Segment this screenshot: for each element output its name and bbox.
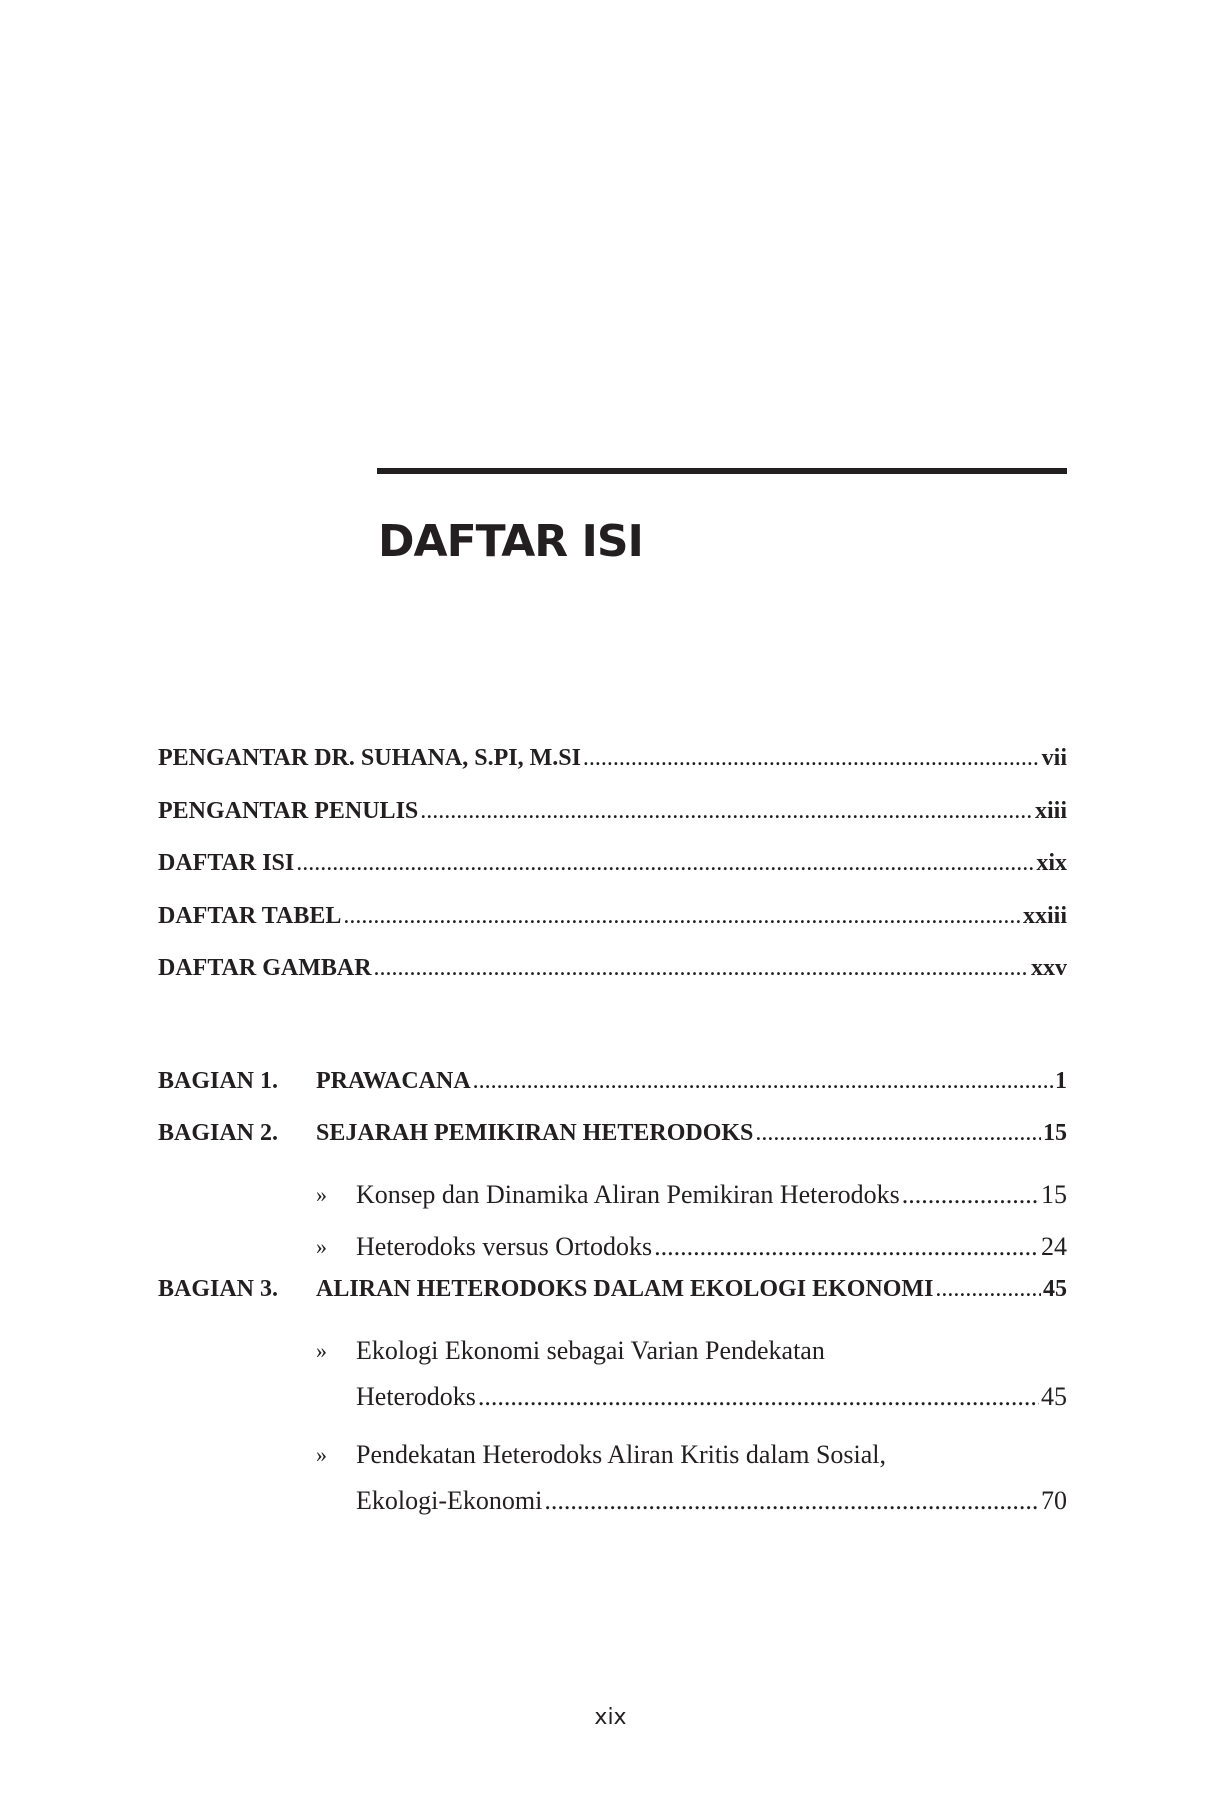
part-page: 15: [1043, 1120, 1067, 1146]
part-title: PRAWACANA: [316, 1068, 471, 1094]
toc-entry-page: xxv: [1031, 955, 1067, 981]
part-page: 45: [1043, 1276, 1067, 1302]
dot-leader: [296, 850, 1034, 877]
front-matter-list: [158, 745, 1067, 1008]
bullet-marker: »: [316, 1338, 327, 1363]
toc-entry-label: PENGANTAR PENULIS: [158, 797, 419, 824]
toc-entry-page: vii: [1041, 745, 1067, 771]
toc-entry-label: PENGANTAR DR. SUHANA, S.PI, M.SI: [158, 745, 581, 771]
part-number: BAGIAN 3.: [158, 1276, 279, 1302]
dot-leader: [343, 903, 1021, 930]
part-title: SEJARAH PEMIKIRAN HETERODOKS: [316, 1120, 754, 1146]
dot-leader: [473, 1068, 1053, 1095]
subentry-title: Konsep dan Dinamika Aliran Pemikiran Heterodoks: [356, 1180, 900, 1209]
dot-leader: [935, 1276, 1041, 1303]
toc-subentry[interactable]: [316, 1224, 1067, 1276]
toc-entry-pengantar-penulis[interactable]: [158, 798, 1067, 851]
toc-part-2[interactable]: [158, 1120, 1067, 1172]
toc-entry-page: xiii: [1034, 797, 1067, 824]
subentry-page: 15: [1041, 1180, 1067, 1209]
toc-entry-pengantar-suhana[interactable]: [158, 745, 1067, 798]
bullet-marker: »: [316, 1234, 327, 1259]
dot-leader: [544, 1478, 1039, 1524]
toc-entry-daftar-tabel[interactable]: [158, 903, 1067, 956]
part-number: BAGIAN 2.: [158, 1120, 279, 1146]
toc-entry-label: DAFTAR TABEL: [158, 902, 342, 929]
toc-subentry[interactable]: [316, 1172, 1067, 1224]
dot-leader: [374, 955, 1029, 982]
parts-list: [158, 1068, 1067, 1536]
toc-entry-label: DAFTAR ISI: [158, 850, 295, 876]
subentry-title: Heterodoks versus Ortodoks: [356, 1232, 653, 1261]
subentry-title-line2: Ekologi-Ekonomi: [356, 1486, 543, 1515]
toc-subentry[interactable]: [316, 1328, 1067, 1432]
subentry-title-line1: Ekologi Ekonomi sebagai Varian Pendekatan: [356, 1336, 825, 1365]
subentry-title-line2: Heterodoks: [356, 1382, 476, 1411]
dot-leader: [583, 745, 1040, 772]
toc-entry-label: DAFTAR GAMBAR: [158, 955, 372, 981]
dot-leader: [478, 1374, 1039, 1420]
dot-leader: [755, 1120, 1041, 1147]
part-number: BAGIAN 1.: [158, 1068, 279, 1094]
subentry-page: 24: [1041, 1232, 1067, 1261]
toc-entry-daftar-gambar[interactable]: [158, 955, 1067, 1008]
toc-part-1[interactable]: [158, 1068, 1067, 1120]
bullet-marker: »: [316, 1442, 327, 1467]
title-rule: [377, 468, 1067, 474]
toc-part-3[interactable]: [158, 1276, 1067, 1328]
page-title: DAFTAR ISI: [378, 516, 643, 567]
subentry-page: 45: [1041, 1382, 1067, 1411]
toc-subentry[interactable]: [316, 1432, 1067, 1536]
subentry-title-line1: Pendekatan Heterodoks Aliran Kritis dalam Sosial,: [356, 1440, 887, 1469]
page-number-footer: xix: [594, 1705, 627, 1730]
toc-entry-page: xix: [1036, 850, 1067, 876]
part-page: 1: [1055, 1068, 1067, 1094]
toc-entry-daftar-isi[interactable]: [158, 850, 1067, 903]
dot-leader: [654, 1224, 1039, 1270]
dot-leader: [420, 798, 1033, 825]
toc-entry-page: xxiii: [1022, 902, 1067, 929]
bullet-marker: »: [316, 1182, 327, 1207]
dot-leader: [902, 1172, 1039, 1218]
part-title: ALIRAN HETERODOKS DALAM EKOLOGI EKONOMI: [316, 1276, 934, 1302]
subentry-page: 70: [1041, 1486, 1067, 1515]
